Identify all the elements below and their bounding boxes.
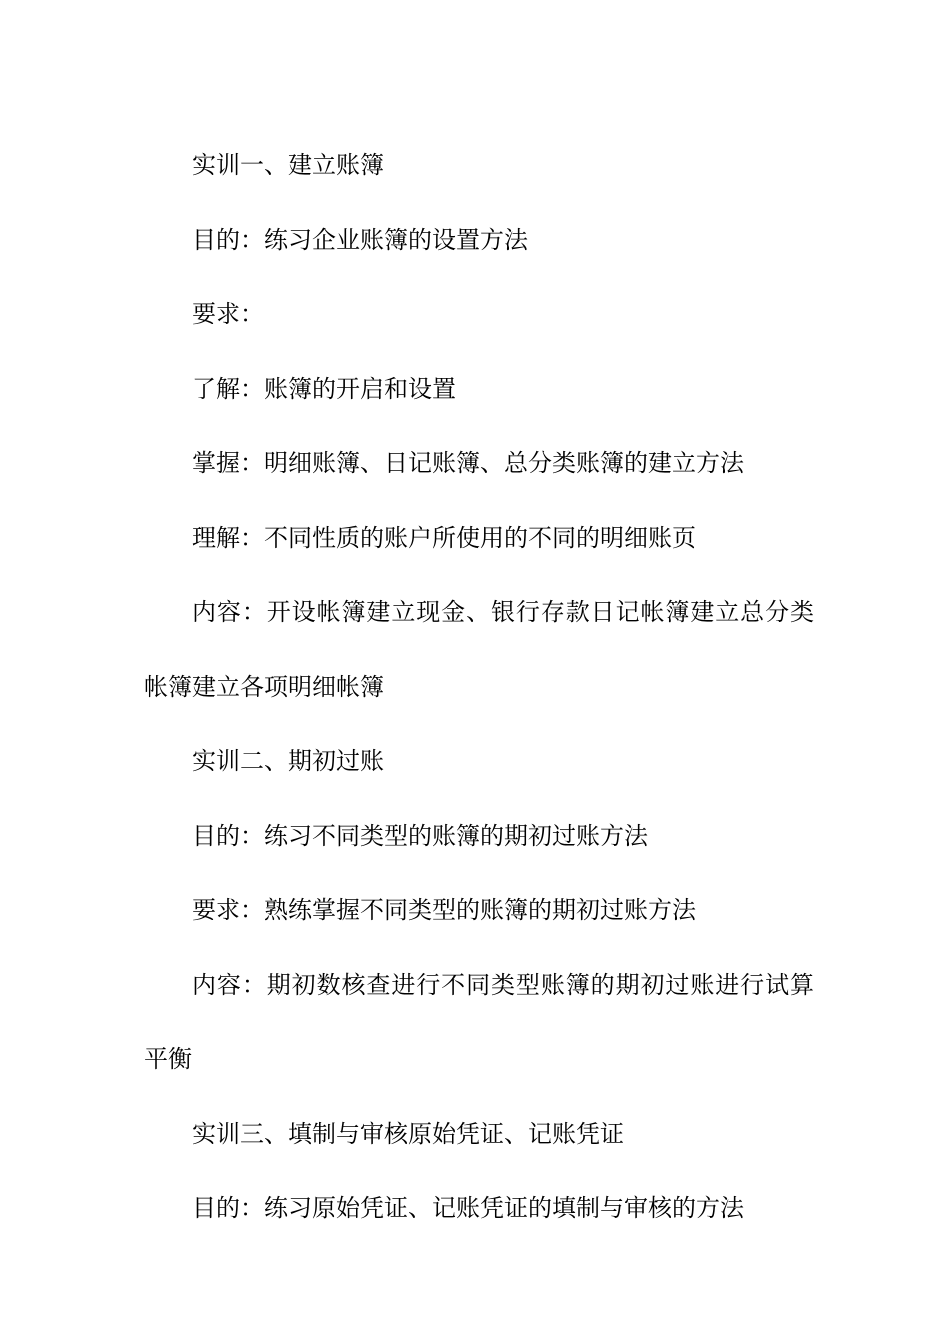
master-text-1: 掌握：明细账簿、日记账簿、总分类账簿的建立方法	[192, 449, 744, 477]
purpose-text-3: 目的：练习原始凭证、记账凭证的填制与审核的方法	[192, 1194, 744, 1222]
content-text-2: 内容：期初数核查进行不同类型账簿的期初过账进行试算平衡	[144, 970, 814, 1073]
section-heading-2: 实训二、期初过账	[192, 747, 384, 775]
section-heading-1: 实训一、建立账簿	[192, 151, 384, 179]
requirements-label-1: 要求：	[192, 300, 264, 328]
section-heading-3: 实训三、填制与审核原始凭证、记账凭证	[192, 1119, 624, 1148]
document-body	[144, 128, 814, 1246]
requirements-text-2: 要求：熟练掌握不同类型的账簿的期初过账方法	[192, 896, 696, 924]
understand-text-1: 了解：账簿的开启和设置	[192, 374, 456, 403]
comprehend-text-1: 理解：不同性质的账户所使用的不同的明细账页	[192, 523, 696, 552]
content-text-1: 内容：开设帐簿建立现金、银行存款日记帐簿建立总分类帐簿建立各项明细帐簿	[144, 598, 814, 701]
purpose-text-1: 目的：练习企业账簿的设置方法	[192, 225, 528, 254]
purpose-text-2: 目的：练习不同类型的账簿的期初过账方法	[192, 821, 648, 850]
